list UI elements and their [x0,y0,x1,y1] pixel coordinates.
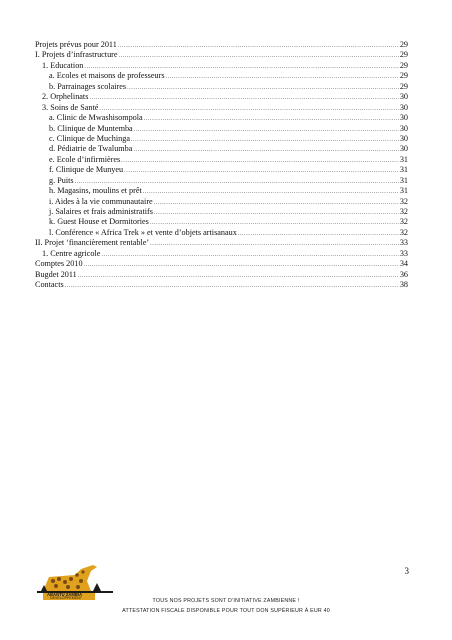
toc-dot-leader [99,104,398,113]
toc-entry-label: l. Conférence « Africa Trek » et vente d’objets artisanaux [49,227,237,237]
toc-dot-leader [150,239,399,248]
footer-line-2: ATTESTATION FISCALE DISPONIBLE POUR TOUT DON SUPÉRIEUR À EUR 40 [122,608,330,614]
toc-entry-page: 33 [399,238,408,248]
toc-entry[interactable] [35,92,408,102]
toc-entry-label: j. Salaires et frais administratifs [49,207,153,216]
toc-entry[interactable] [35,207,408,217]
toc-entry-label: Contacts [35,280,64,290]
toc-entry-page: 31 [399,175,408,185]
toc-entry[interactable] [35,217,408,227]
toc-dot-leader [166,72,399,81]
toc-dot-leader [131,135,399,144]
toc-entry-page: 31 [399,154,408,164]
toc-entry-label: Comptes 2010 [35,259,83,269]
toc-dot-leader [89,93,398,102]
toc-entry[interactable] [35,186,408,196]
toc-entry-page: 30 [399,92,408,102]
toc-entry[interactable] [35,270,408,280]
toc-entry[interactable] [35,165,408,175]
toc-entry[interactable] [35,155,408,165]
toc-entry-label: I. Projets d’infrastructure [35,50,118,60]
toc-entry-page: 32 [399,196,408,206]
toc-entry-page: 30 [399,102,408,112]
toc-dot-leader [238,229,399,238]
toc-entry-label: i. Aides à la vie communautaire [49,196,153,206]
toc-entry-label: 1. Centre agricole [42,248,101,258]
toc-entry[interactable] [35,124,408,134]
toc-dot-leader [133,145,398,154]
abantu-logo [35,561,115,601]
page-number: 3 [404,566,409,576]
toc-entry[interactable] [35,71,408,81]
toc-entry-page: 32 [399,217,408,227]
toc-entry-page: 29 [399,71,408,81]
toc-entry-label: 2. Orphelinats [42,92,89,102]
toc-entry-page: 38 [399,280,408,290]
toc-dot-leader [75,177,399,186]
toc-entry[interactable] [35,280,408,290]
toc-entry-page: 30 [399,123,408,133]
toc-dot-leader [84,62,398,71]
toc-entry-label: f. Clinique de Munyeu [49,165,124,175]
toc-dot-leader [144,114,399,123]
toc-entry-page: 30 [399,144,408,154]
toc-entry[interactable] [35,259,408,269]
toc-dot-leader [127,83,399,92]
toc-entry[interactable] [35,176,408,186]
footer-line-1: TOUS NOS PROJETS SONT D’INITIATIVE ZAMBIENNE ! [152,598,300,604]
toc-entry[interactable] [35,61,408,71]
toc-dot-leader [65,281,399,290]
toc-entry[interactable] [35,82,408,92]
toc-entry[interactable] [35,249,408,259]
table-of-contents [35,40,408,291]
toc-dot-leader [78,271,399,280]
toc-entry-label: II. Projet ‘financièrement rentable’ [35,238,150,248]
toc-dot-leader [101,250,398,259]
toc-entry[interactable] [35,238,408,248]
toc-entry-page: 32 [399,227,408,237]
toc-entry-page: 29 [399,60,408,70]
toc-dot-leader [118,41,399,50]
toc-entry-label: e. Ecole d’infirmières [49,154,121,164]
toc-entry[interactable] [35,144,408,154]
toc-entry-page: 29 [399,81,408,91]
toc-entry-page: 31 [399,186,408,196]
toc-entry[interactable] [35,197,408,207]
toc-dot-leader [84,260,399,269]
toc-dot-leader [143,187,399,196]
toc-entry-page: 33 [399,248,408,258]
toc-entry-label: Projets prévus pour 2011 [35,40,117,49]
toc-entry-label: b. Clinique de Muntemba [49,123,133,133]
toc-entry[interactable] [35,103,408,113]
toc-entry-page: 29 [399,40,408,49]
toc-dot-leader [154,198,399,207]
toc-entry-page: 34 [399,259,408,269]
toc-entry-label: k. Guest House et Dormitories [49,217,149,227]
toc-entry-label: h. Magasins, moulins et prêt [49,186,142,196]
toc-entry-label: 3. Soins de Santé [42,102,99,112]
toc-entry-label: 1. Education [42,60,84,70]
toc-entry-page: 30 [399,133,408,143]
toc-entry[interactable] [35,228,408,238]
toc-entry[interactable] [35,40,408,50]
toc-dot-leader [154,208,399,217]
toc-entry-label: b. Parrainages scolaires [49,81,127,91]
toc-entry-page: 31 [399,165,408,175]
logo-text-bottom: DÉVELOPPEMENT [50,596,82,601]
toc-entry-label: Bugdet 2011 [35,269,77,279]
toc-entry-page: 30 [399,113,408,123]
toc-dot-leader [134,125,399,134]
toc-entry-label: c. Clinique de Muchinga [49,133,130,143]
toc-entry-page: 32 [399,207,408,216]
toc-entry[interactable] [35,113,408,123]
toc-entry-label: d. Pédiatrie de Twalumba [49,144,133,154]
toc-entry-label: a. Ecoles et maisons de professeurs [49,71,165,81]
toc-entry[interactable] [35,50,408,60]
toc-dot-leader [124,166,399,175]
toc-entry-page: 36 [399,269,408,279]
toc-dot-leader [150,218,399,227]
toc-dot-leader [121,156,399,165]
toc-entry[interactable] [35,134,408,144]
toc-dot-leader [119,51,399,60]
toc-entry-page: 29 [399,50,408,60]
logo-text-top: ABANTU ZAMBIA [47,592,83,597]
toc-entry-label: a. Clinic de Mwashisompola [49,113,143,123]
toc-entry-label: g. Puits [49,175,74,185]
